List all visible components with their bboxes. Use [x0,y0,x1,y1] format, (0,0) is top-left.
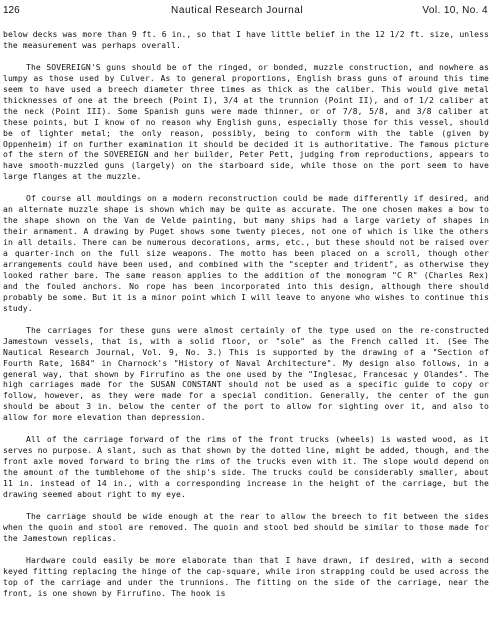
paragraph: The carriage should be wide enough at the rear to allow the breech to fit between the sides when the quoin and stool are removed. The quoin and stool bed should be similar to those made for the Jamestown replicas. [3,511,489,543]
article-body [3,30,489,610]
journal-title: Nautical Research Journal [171,5,304,16]
paragraph: The SOVEREIGN'S guns should be of the ringed, or bonded, muzzle construction, and nowhere as lumpy as those used by Culver. As to general proportions, English brass guns of around this time seem to have used a breech diameter three times as thick as the caliber. This would give metal thicknesses of one at the breech (Point I), 3/4 at the trunnion (Point II), and of 1/2 caliber at the neck (Point III). Some Spanish guns were made thinner, or of 7/8, 5/8, and 3/8 caliber at these points, but I know of no reason why English guns, especially those for this vessel, should be of lighter metal; the only reason, possibly, being to conform with the table (given by Oppenheim) if on further examination it should be decided it is authoritative. The famous picture of the stern of the SOVEREIGN and her builder, Peter Pett, judging from reproductions, appears to have smooth-muzzled guns (largely) on the starboard side, while those on the port seem to have large flanges at the muzzle. [3,62,489,182]
page-header [3,5,488,17]
paragraph: The carriages for these guns were almost certainly of the type used on the re-constructed Jamestown vessels, that is, with a solid floor, or "sole" as the French called it. (See The Nautical Research Journal, Vol. 9, No. 3.) This is supported by the drawing of a "Section of Fourth Rate, 1684" in Charnock's "History of Naval Architecture". My design also follows, in a general way, that shown by Firrufino as the one used by the "Inglesac, Francesac y Olandes". The high carriages made for the SUSAN CONSTANT should not be used as a specific guide to copy or follow, however, as they were made for a special condition. Generally, the center of the gun should be about 3 in. below the center of the port to allow for sighting over it, and also to allow for more elevation than depression. [3,325,489,423]
page-number: 126 [3,5,20,16]
paragraph: Hardware could easily be more elaborate than that I have drawn, if desired, with a second keyed fitting replacing the hinge of the cap-square, while iron strapping could be used across the top of the carriage and under the trunnions. The fitting on the side of the carriage, near the front, is one shown by Firrufino. The hook is [3,555,489,598]
volume-issue: Vol. 10, No. 4 [422,5,488,16]
paragraph: below decks was more than 9 ft. 6 in., so that I have little belief in the 12 1/2 ft. size, unless the measurement was perhaps overall. [3,30,489,50]
paragraph: All of the carriage forward of the rims of the front trucks (wheels) is wasted wood, as it serves no purpose. A slant, such as that shown by the dotted line, might be added, though, and the front axle moved forward to bring the rims of the trucks even with it. The slope would depend on the amount of the tumblehome of the ship's side. The trucks could be considerably smaller, about 11 in. instead of 14 in., with a corresponding increase in the height of the carriage, but the drawing seemed about right to my eye. [3,435,489,499]
paragraph: Of course all mouldings on a modern reconstruction could be made differently if desired, and an alternate muzzle shape is shown which may be quite as accurate. The one chosen makes a bow to the shape shown on the Van de Velde painting, but many ships had a large variety of shapes in their armament. A drawing by Puget shows some twenty pieces, not one of which is like the others in all details. There can be numerous decorations, arms, etc., but these should not be raised over a quarter-inch on the full size weapons. The motto has been placed on a scroll, though other arrangements could have been used, and combined with the "scepter and trident", as otherwise they looked rather bare. The same reason applies to the addition of the monogram "C R" (Charles Rex) and the fouled anchors. No rope has been incorporated into this design, although there should probably be some. But it is a minor point which I will leave to anyone who wishes to continue this study. [3,194,489,313]
